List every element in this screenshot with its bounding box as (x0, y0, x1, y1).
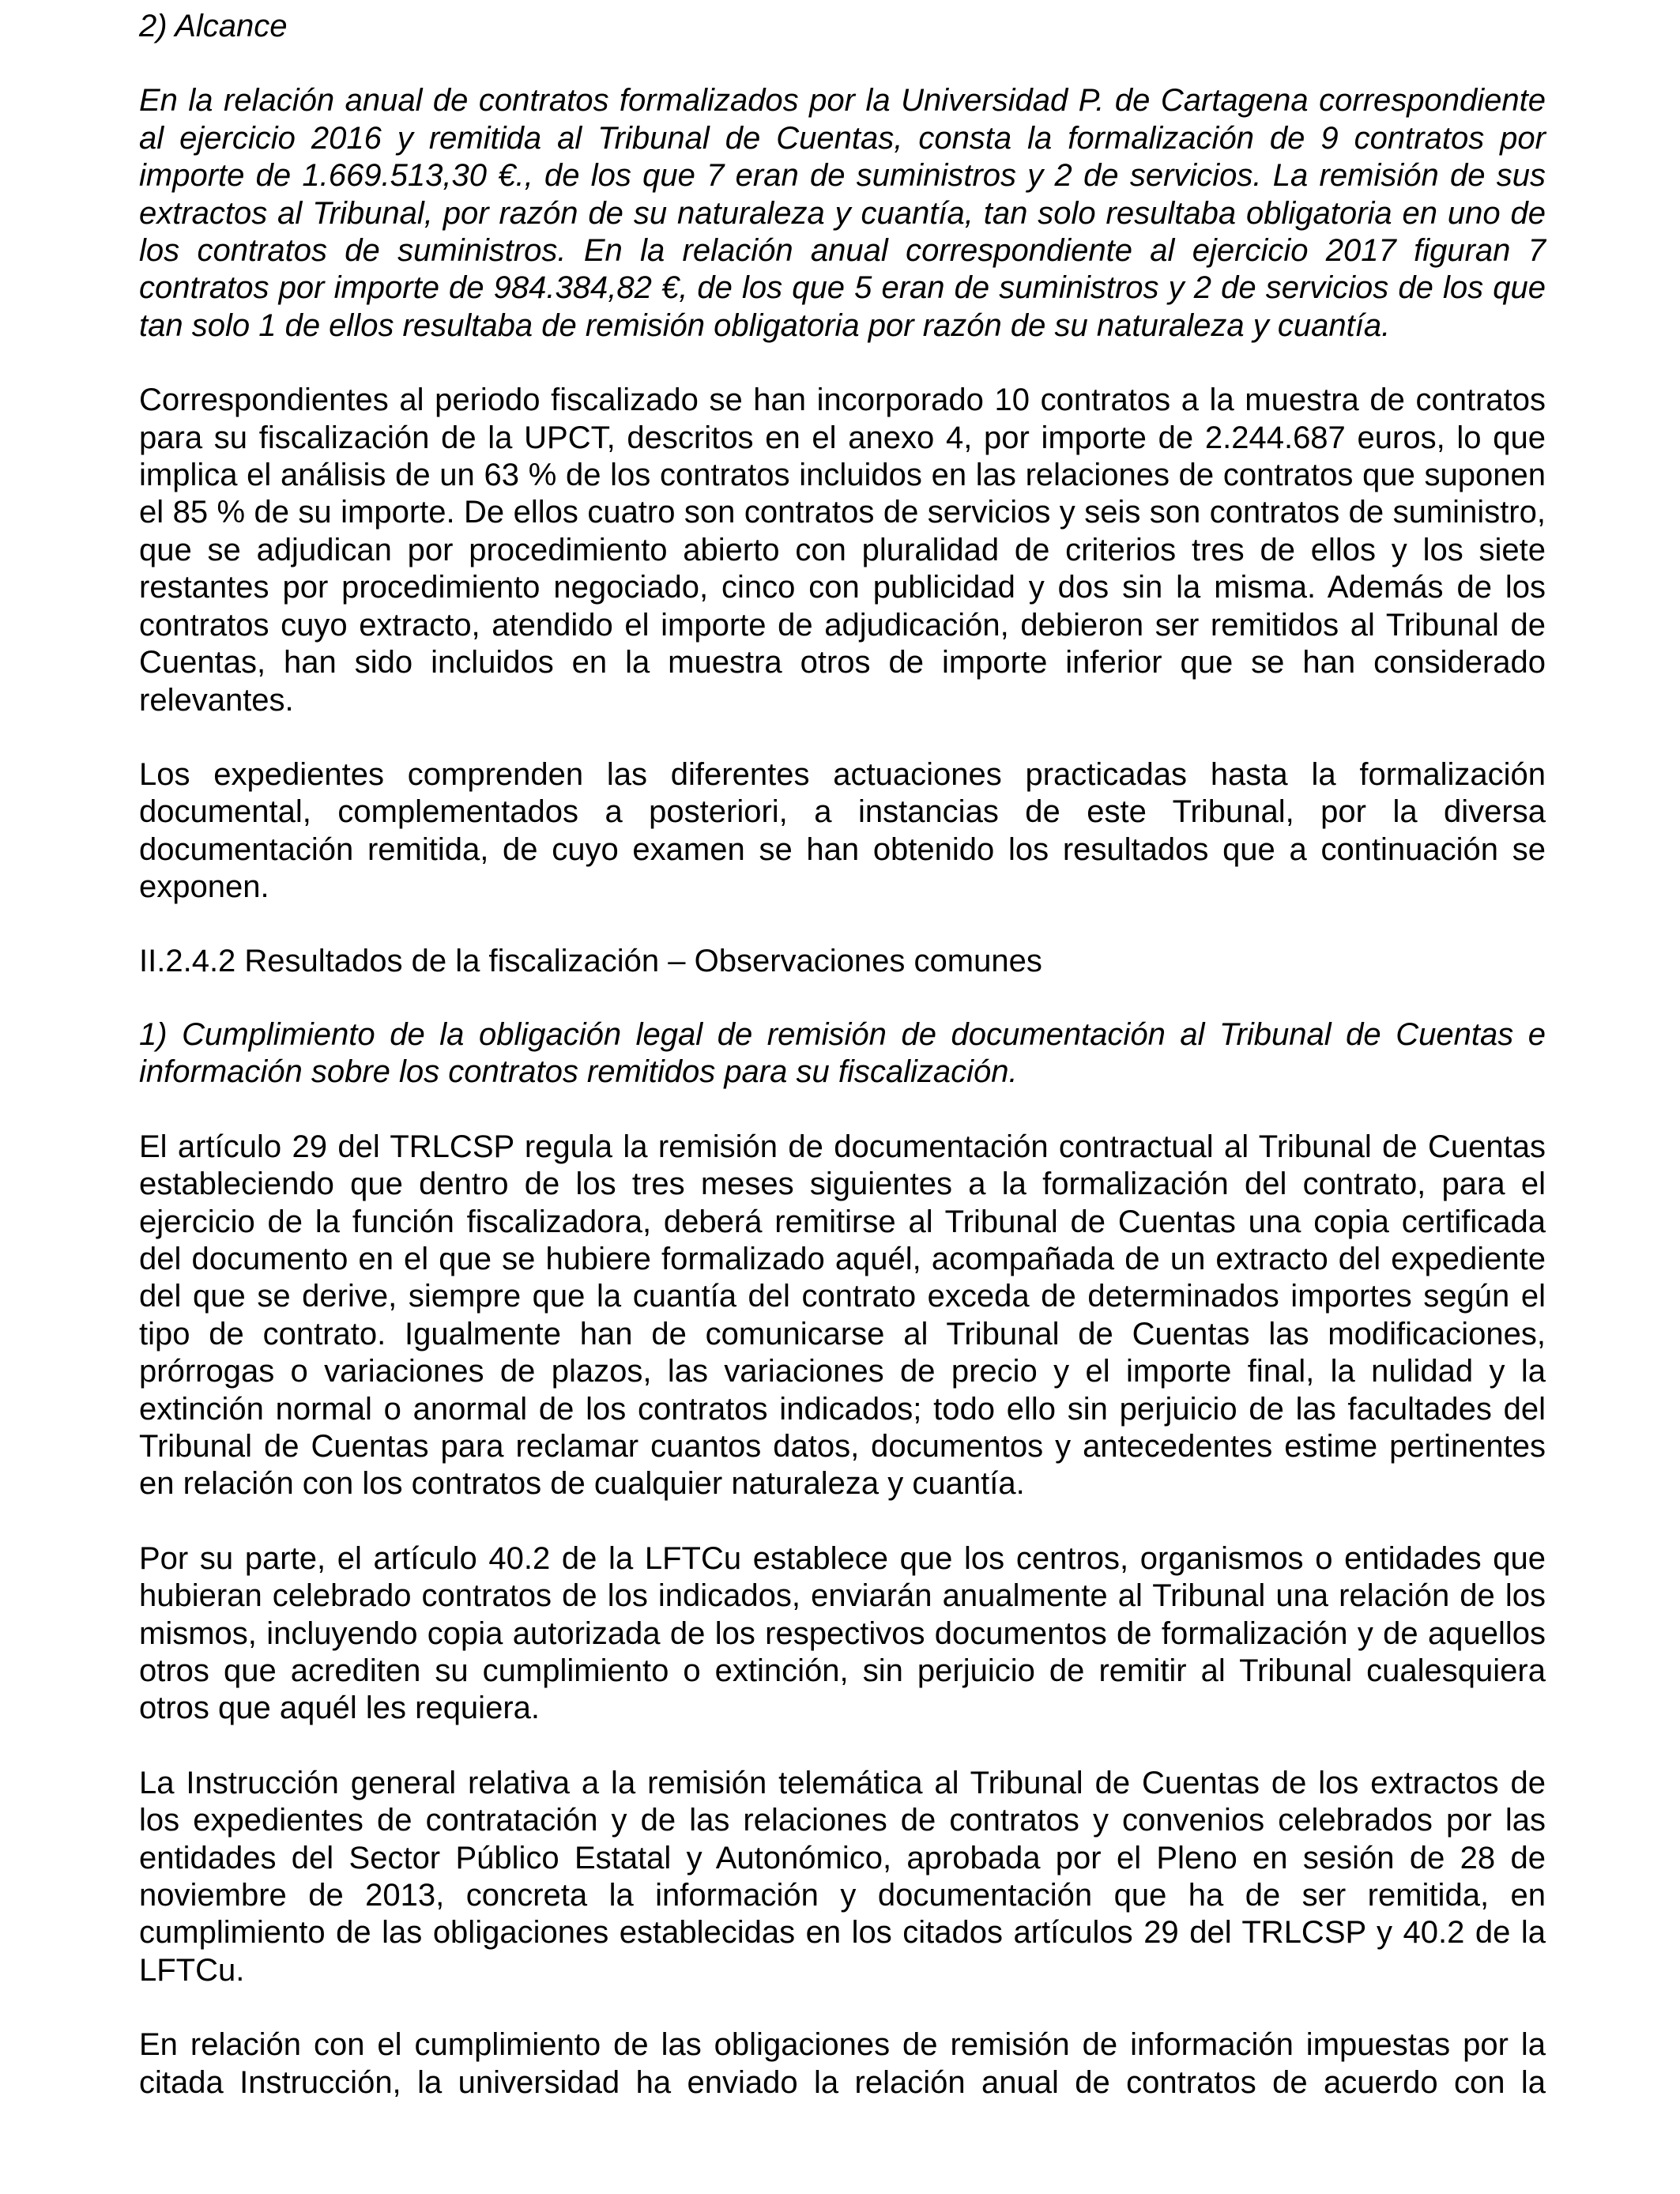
paragraph-contract-relation-part-1: En la relación anual de contratos formalizados por la Universidad P. de Cartagena correspondiente al ejercicio 2016 y remitida al Tribunal de Cuentas, consta la formalización de 9 contratos por importe de 1.669.513,30 €., de los que 7 eran de suministros y 2 de servicios. (139, 83, 1546, 194)
paragraph-expedientes: Los expedientes comprenden las diferentes actuaciones practicadas hasta la formalización documental, complementados a posteriori, a instancias de este Tribunal, por la diversa documentación remitida, de cuyo examen se han obtenido los resultados que a continuación se exponen. (139, 756, 1546, 905)
section-title: 2) Alcance (139, 9, 288, 43)
paragraph-sample: Correspondientes al periodo fiscalizado se han incorporado 10 contratos a la muestra de contratos para su fiscalización de la UPCT, descritos en el anexo 4, por importe de 2.244.687 euros, lo que implica el análisis de un 63 % de los contratos incluidos en las relaciones de contratos que suponen el 85 % de su importe. De ellos cuatro son contratos de servicios y seis son contratos de suministro, que se adjudican por procedimiento abierto con pluralidad de criterios tres de ellos y los siete restantes por procedimiento negociado, cinco con publicidad y dos sin la misma. Además de los contratos cuyo extracto, atendido el importe de adjudicación, debieron ser remitidos al Tribunal de Cuentas, han sido incluidos en la muestra otros de importe inferior que se han considerado relevantes. (139, 383, 1546, 718)
paragraph-contract-relation-part-2: La remisión de sus extractos al Tribunal, por razón de su naturaleza y cuantía, tan solo resultaba obligatoria en uno de los contratos de suministros. En la relación anual correspondiente al ejercicio 2017 figuran 7 contratos por importe de 984.384,82 €, de los que 5 eran de suministros y 2 de servicios de los que tan solo 1 de ellos resultaba de remisión obligatoria por razón de su naturaleza y cuantía. (139, 158, 1546, 343)
subsection-item-title: 1) Cumplimiento de la obligación legal de remisión de documentación al Tribunal de Cuentas e información sobre los contratos remitidos para su fiscalización. (139, 1016, 1546, 1090)
paragraph-instruccion: La Instrucción general relativa a la remisión telemática al Tribunal de Cuentas de los extractos de los expedientes de contratación y de las relaciones de contratos y convenios celebrados por las entidades del Sector Público Estatal y Autonómico, aprobada por el Pleno en sesión de 28 de noviembre de 2013, concreta la información y documentación que ha de ser remitida, en cumplimiento de las obligaciones establecidas en los citados artículos 29 del TRLCSP y 40.2 de la LFTCu. (139, 1765, 1546, 1988)
paragraph-article-29: El artículo 29 del TRLCSP regula la remisión de documentación contractual al Tribunal de Cuentas estableciendo que dentro de los tres meses siguientes a la formalización del contrato, para el ejercicio de la función fiscalizadora, deberá remitirse al Tribunal de Cuentas una copia certificada del documento en el que se hubiere formalizado aquél, acompañada de un extracto del expediente del que se derive, siempre que la cuantía del contrato exceda de determinados importes según el tipo de contrato. Igualmente han de comunicarse al Tribunal de Cuentas las modificaciones, prórrogas o variaciones de plazos, las variaciones de precio y el importe final, la nulidad y la extinción normal o anormal de los contratos indicados; todo ello sin perjuicio de las facultades del Tribunal de Cuentas para reclamar cuantos datos, documentos y antecedentes estime pertinentes en relación con los contratos de cualquier naturaleza y cuantía. (139, 1129, 1546, 1502)
paragraph-article-40: Por su parte, el artículo 40.2 de la LFTCu establece que los centros, organismos o entidades que hubieran celebrado contratos de los indicados, enviarán anualmente al Tribunal una relación de los mismos, incluyendo copia autorizada de los respectivos documentos de formalización y de aquellos otros que acrediten su cumplimiento o extinción, sin perjuicio de remitir al Tribunal cualesquiera otros que aquél les requiera. (139, 1540, 1546, 1726)
subsection-heading: II.2.4.2 Resultados de la fiscalización – Observaciones comunes (139, 943, 1042, 978)
paragraph-contract-relation (139, 82, 1546, 345)
paragraph-cumplimiento: En relación con el cumplimiento de las obligaciones de remisión de información impuestas por la citada Instrucción, la universidad ha enviado la relación anual de contratos de acuerdo con la (139, 2027, 1546, 2100)
document-page (139, 8, 1546, 2102)
